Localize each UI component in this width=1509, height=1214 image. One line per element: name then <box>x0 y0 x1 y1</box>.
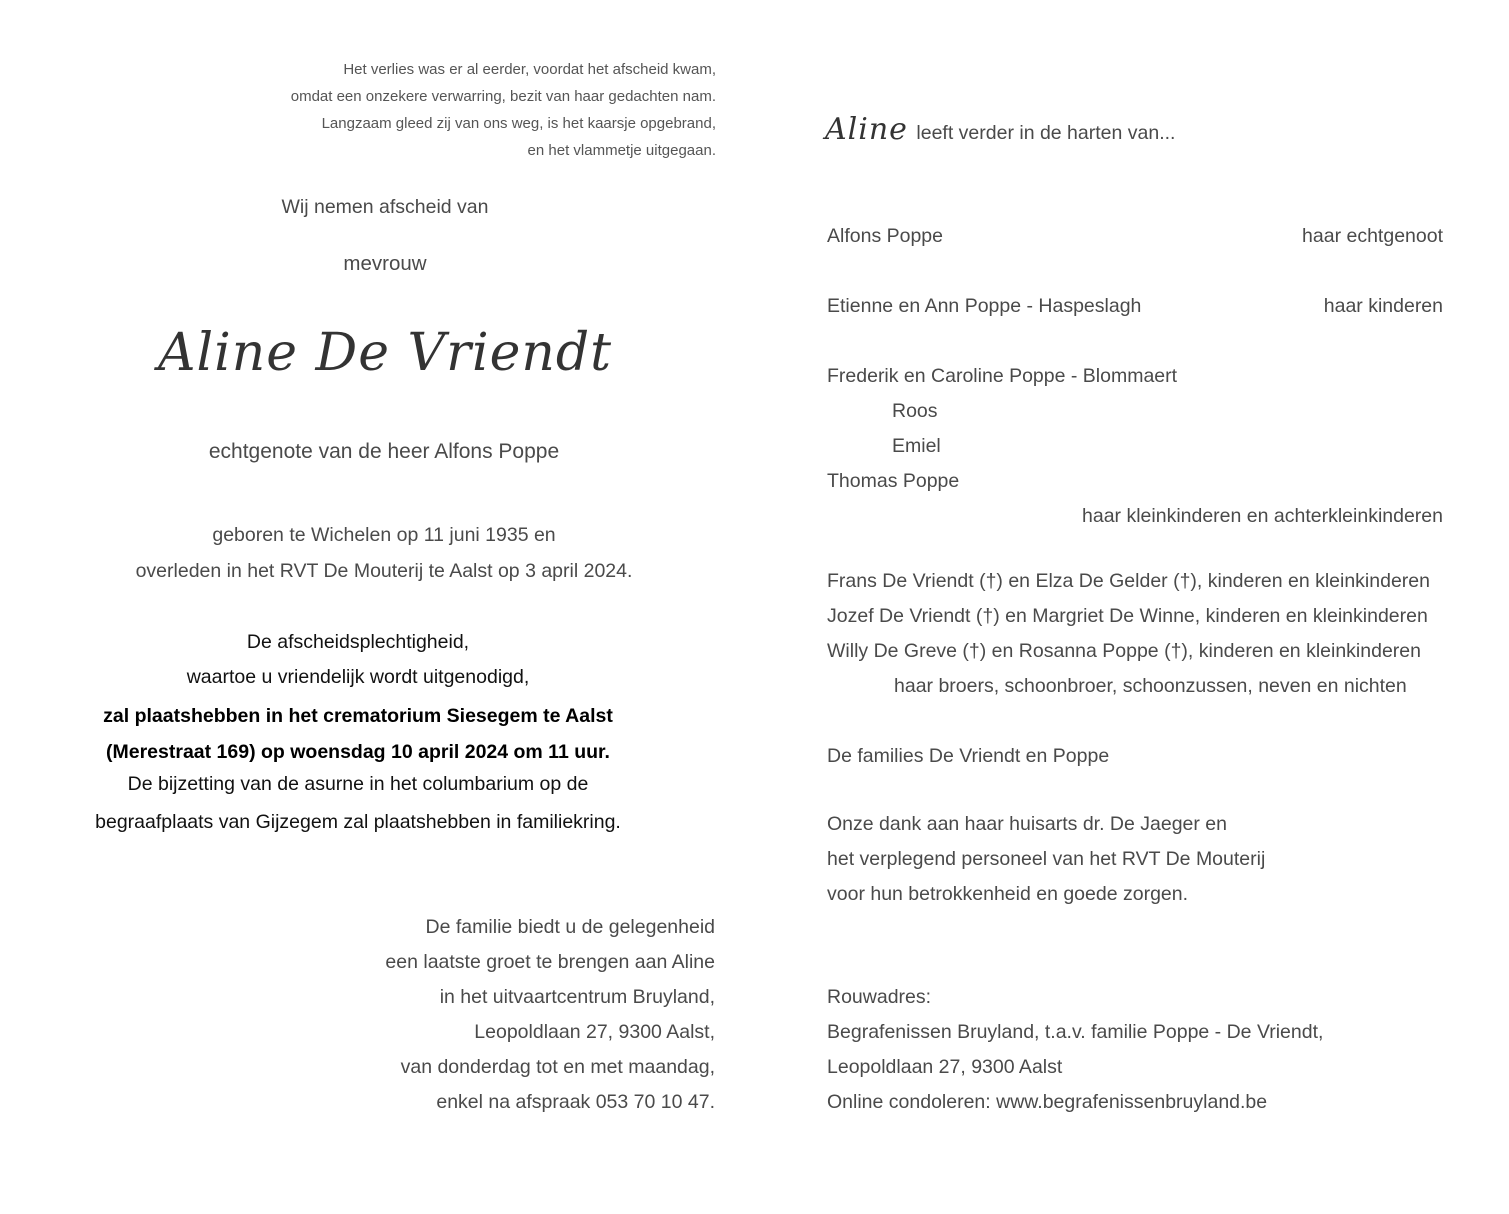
death-line: overleden in het RVT De Mouterij te Aalst op 3 april 2024. <box>135 560 633 582</box>
ceremony-bold: zal plaatshebben in het crematorium Siesegem te Aalst <box>103 705 613 727</box>
heading-text: leeft verder in de harten van... <box>916 122 1176 144</box>
families-line: De families De Vriendt en Poppe <box>827 745 1110 767</box>
tribute-heading <box>825 112 1175 147</box>
birth-line: geboren te Wichelen op 11 juni 1935 en <box>212 524 556 546</box>
online-condolence-link[interactable]: Online condoleren: www.begrafenissenbruyland.be <box>827 1091 1268 1113</box>
ceremony-bold: (Merestraat 169) op woensdag 10 april 2024 om 11 uur. <box>106 741 610 763</box>
siblings-role: haar broers, schoonbroer, schoonzussen, neven en nichten <box>894 675 1407 697</box>
ceremony-line: De afscheidsplechtigheid, <box>246 631 470 653</box>
intro-text: Wij nemen afscheid van <box>281 196 489 218</box>
visitation-line: een laatste groet te brengen aan Aline <box>385 951 715 973</box>
address-label: Rouwadres: <box>827 986 932 1008</box>
poem-line: en het vlammetje uitgegaan. <box>527 142 716 159</box>
grandchildren-role: haar kleinkinderen en achterkleinkinderen <box>1082 505 1443 527</box>
visitation-line: De familie biedt u de gelegenheid <box>425 916 715 938</box>
spouse-role: haar echtgenoot <box>1302 225 1443 247</box>
sibling-line: Jozef De Vriendt (†) en Margriet De Winne, kinderen en kleinkinderen <box>827 605 1428 627</box>
address-line: Begrafenissen Bruyland, t.a.v. familie Poppe - De Vriendt, <box>827 1021 1324 1043</box>
ceremony-line: waartoe u vriendelijk wordt uitgenodigd, <box>186 666 530 688</box>
title-word: mevrouw <box>343 252 427 275</box>
visitation-line: van donderdag tot en met maandag, <box>400 1056 715 1078</box>
grandchild-name: Frederik en Caroline Poppe - Blommaert <box>827 365 1178 387</box>
poem-line: omdat een onzekere verwarring, bezit van haar gedachten nam. <box>290 88 716 105</box>
spouse-line: echtgenote van de heer Alfons Poppe <box>208 440 560 463</box>
heading-script-name: Aline <box>825 112 908 147</box>
poem-line: Langzaam gleed zij van ons weg, is het kaarsje opgebrand, <box>321 115 716 132</box>
poem-line: Het verlies was er al eerder, voordat het afscheid kwam, <box>343 61 716 78</box>
visitation-line: enkel na afspraak 053 70 10 47. <box>436 1091 715 1113</box>
thanks-line: het verplegend personeel van het RVT De Mouterij <box>827 848 1266 870</box>
ceremony-line: De bijzetting van de asurne in het columbarium op de <box>127 773 589 795</box>
children-role: haar kinderen <box>1323 295 1443 317</box>
sibling-line: Willy De Greve (†) en Rosanna Poppe (†), kinderen en kleinkinderen <box>827 640 1421 662</box>
great-grandchild-name: Emiel <box>892 435 941 457</box>
great-grandchild-name: Roos <box>892 400 938 422</box>
ceremony-line: begraafplaats van Gijzegem zal plaatshebben in familiekring. <box>95 811 621 833</box>
visitation-line: Leopoldlaan 27, 9300 Aalst, <box>474 1021 715 1043</box>
spouse-name: Alfons Poppe <box>827 225 944 247</box>
children-name: Etienne en Ann Poppe - Haspeslagh <box>827 295 1142 317</box>
visitation-line: in het uitvaartcentrum Bruyland, <box>439 986 715 1008</box>
sibling-line: Frans De Vriendt (†) en Elza De Gelder (†), kinderen en kleinkinderen <box>827 570 1430 592</box>
deceased-name: Aline De Vriendt <box>157 323 613 383</box>
thanks-line: Onze dank aan haar huisarts dr. De Jaeger en <box>827 813 1227 835</box>
grandchild-name: Thomas Poppe <box>827 470 960 492</box>
address-line: Leopoldlaan 27, 9300 Aalst <box>827 1056 1063 1078</box>
thanks-line: voor hun betrokkenheid en goede zorgen. <box>827 883 1189 905</box>
